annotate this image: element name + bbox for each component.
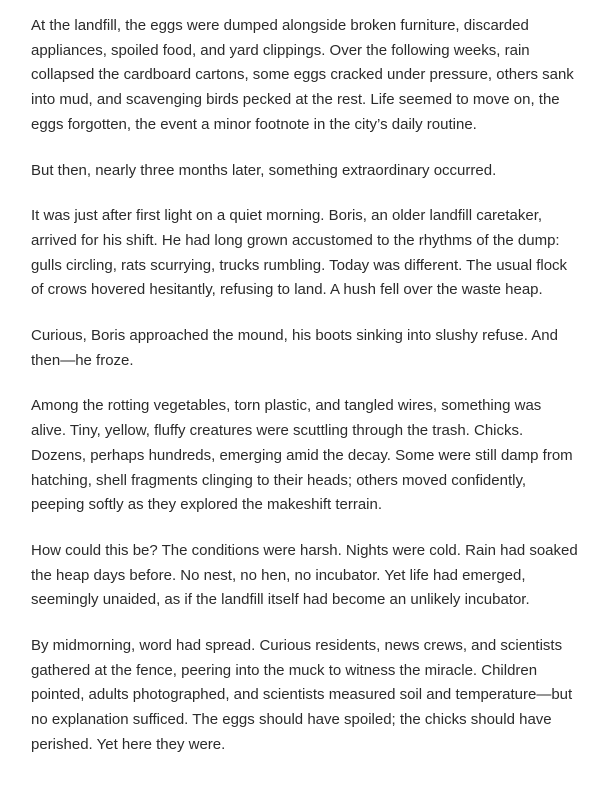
paragraph-by-midmorning: By midmorning, word had spread. Curious residents, news crews, and scientists gathered at the fence, peering into the muck to witness the miracle. Children pointed, adults photographed, and scientists measured soil and temperature—but no explanation sufficed. The eggs should have spoiled; the chicks should have perished. Yet here they were. [31,637,573,753]
paragraph-how-could-this-be: How could this be? The conditions were harsh. Nights were cold. Rain had soaked the heap days before. No nest, no hen, no incubator. Yet life had emerged, seemingly unaided, as if the landfill itself had become an unlikely incubator. [31,541,578,609]
paragraph-boris-arrives: It was just after first light on a quiet morning. Boris, an older landfill caretaker, arrived for his shift. He had long grown accustomed to the rhythms of the dump: gulls circling, rats scurrying, trucks rumbling. Today was different. The usual flock of crows hovered hesitantly, refusing to land. A hush fell over the waste heap. [31,207,568,299]
paragraph-boris-approaches: Curious, Boris approached the mound, his boots sinking into slushy refuse. And then—he froze. [31,327,558,369]
paragraph-landfill: At the landfill, the eggs were dumped alongside broken furniture, discarded appliances, spoiled food, and yard clippings. Over the following weeks, rain collapsed the cardboard cartons, some eggs cracked under pressure, others sank into mud, and scavenging birds pecked at the rest. Life seemed to move on, the eggs forgotten, the event a minor footnote in the city’s daily routine. [31,17,574,133]
article-body [31,14,579,779]
paragraph-three-months-later: But then, nearly three months later, something extraordinary occurred. [31,161,497,179]
paragraph-chicks-discovered: Among the rotting vegetables, torn plastic, and tangled wires, something was alive. Tiny, yellow, fluffy creatures were scuttling through the trash. Chicks. Dozens, perhaps hundreds, emerging amid the decay. Some were still damp from hatching, shell fragments clinging to their heads; others moved confidently, peeping softly as they explored the makeshift terrain. [31,397,573,514]
